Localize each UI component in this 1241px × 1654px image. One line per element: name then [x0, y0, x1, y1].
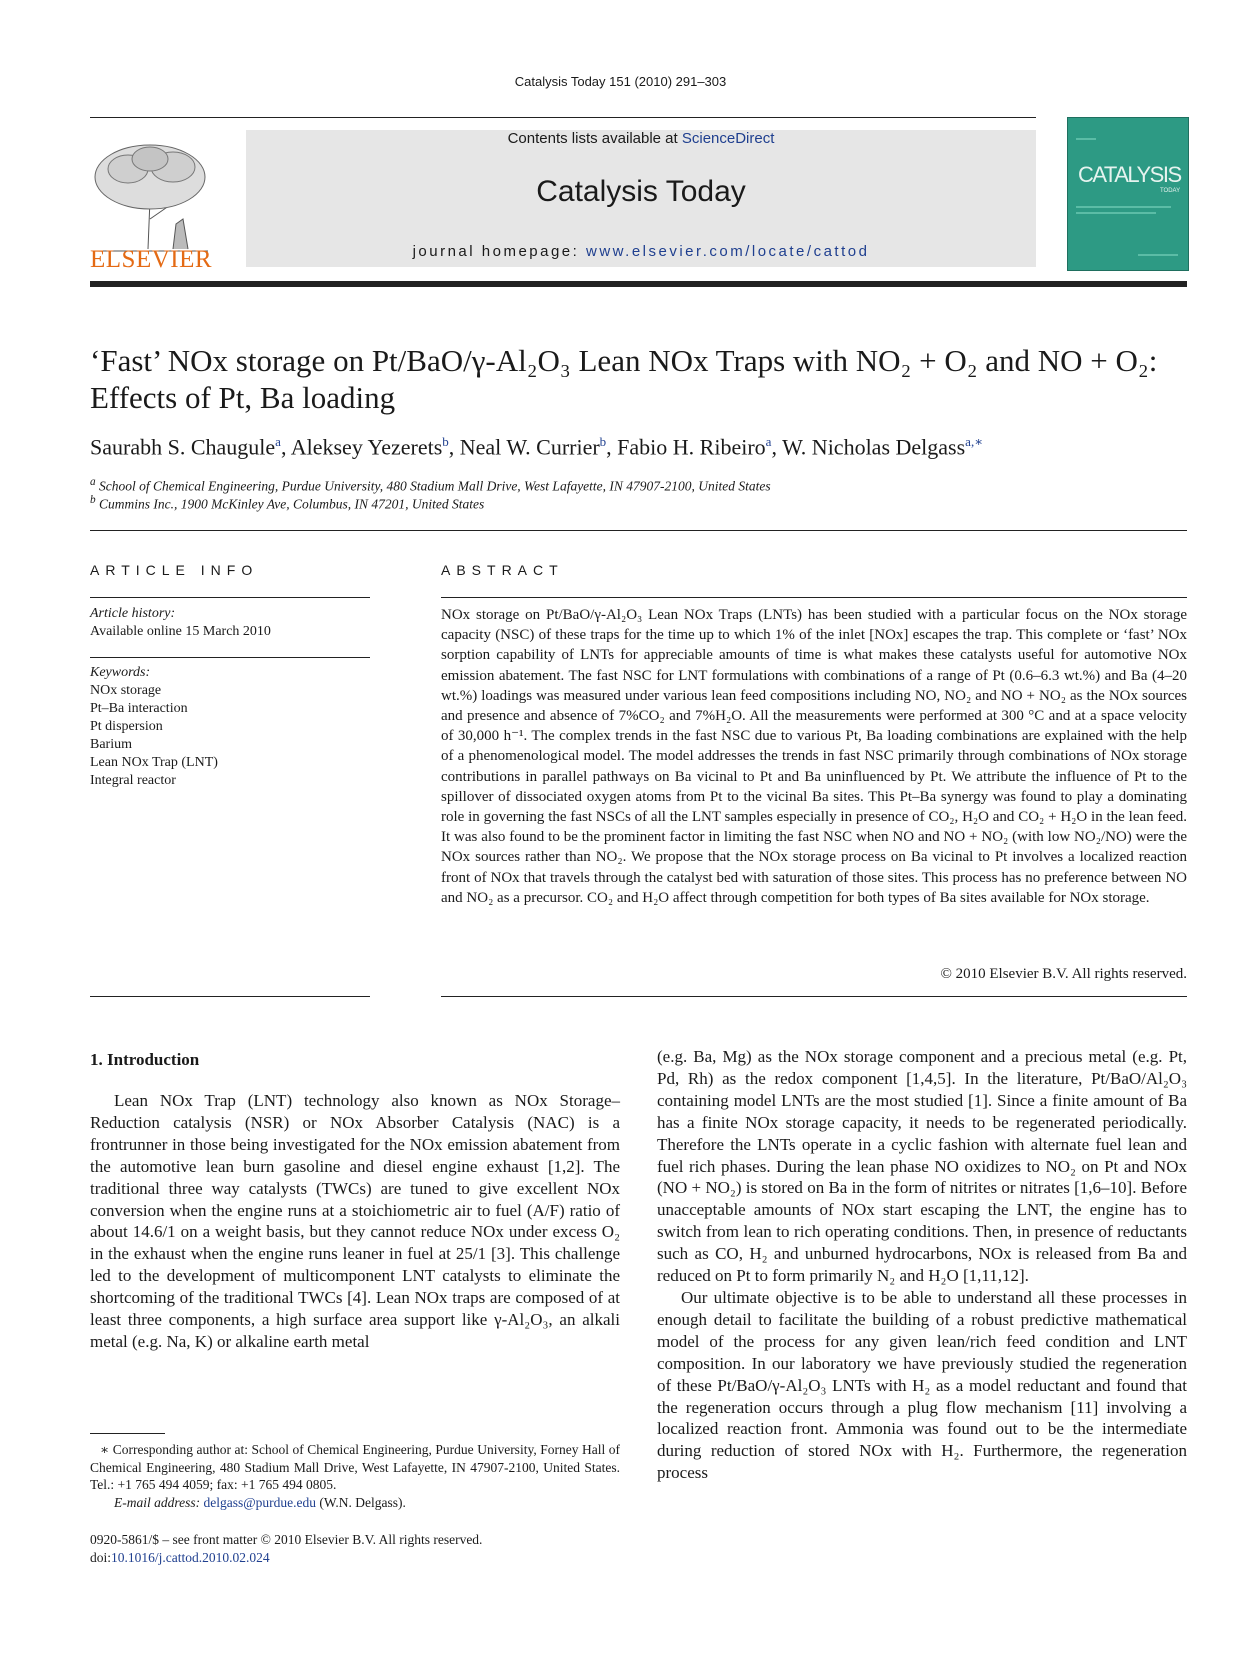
author-affiliation-mark[interactable]: b: [442, 434, 449, 449]
info-rule: [90, 597, 370, 598]
footnote-text: ∗ Corresponding author at: School of Chemical Engineering, Purdue University, Forney Hall of Chemical Engineering, 480 Stadium Mall Drive, West Lafayette, IN 47907-2100, United States. Tel.: +1 765 494 4059; fax: +1 765 494 0805.: [90, 1442, 620, 1492]
email-link[interactable]: delgass@purdue.edu: [203, 1494, 317, 1510]
sciencedirect-link[interactable]: ScienceDirect: [681, 130, 775, 147]
author[interactable]: Saurabh S. Chaugule: [90, 434, 276, 460]
article-info-heading: ARTICLE INFO: [90, 562, 259, 578]
paragraph: (e.g. Ba, Mg) as the NOx storage component and a precious metal (e.g. Pt, Pd, Rh) as the redox component [1,4,5]. In the literature, Pt/BaO/Al₂O₃ containing model LNTs are the most studied [1]. Since a finite amount of Ba has a finite NOx storage capacity, it needs to be regenerated periodically. Therefore the LNTs operate in a cyclic fashion with alternate fuel lean and fuel rich phases. During the lean phase NO oxidizes to NO₂ on Pt and NOx (NO + NO₂) is stored on Ba in the form of nitrites or nitrates [1,6–10]. Before unacceptable amounts of NOx start escaping the LNT, the engine has to switch from lean to rich operating conditions. Then, in presence of reductants such as CO, H₂ and unburned hydrocarbons, NOx is released from Ba and reduced on Pt to form primarily N₂ and H₂O [1,11,12].: [657, 1047, 1187, 1286]
author-affiliation-mark[interactable]: a: [765, 434, 772, 449]
author[interactable]: W. Nicholas Delgass: [782, 434, 966, 460]
cover-decor: [1076, 138, 1096, 140]
doi-line: [90, 1549, 482, 1567]
info-rule: [90, 657, 370, 658]
author-affiliation-mark[interactable]: a,∗: [965, 434, 984, 449]
paragraph: Lean NOx Trap (LNT) technology also known as NOx Storage–Reduction catalysis (NSR) or NOx Absorber Catalysis (NAC) is a frontrunner in those being investigated for the NOx emission abatement from the automotive lean burn gasoline and diesel engine exhaust [1,2]. The traditional three way catalysts (TWCs) are tuned to give excellent NOx conversion when the engine runs at a stoichiometric air to fuel (A/F) ratio of about 14.6/1 on a weight basis, but they cannot reduce NOx under excess O₂ in the exhaust when the engine runs leaner in fuel at 25/1 [3]. This challenge led to the development of multicomponent LNT catalysts to eliminate the shortcoming of the traditional TWCs [4]. Lean NOx traps are composed of at least three components, a high surface area support like γ-Al₂O₃, an alkali metal (e.g. Na, K) or alkaline earth metal: [90, 1091, 620, 1351]
footnote-rule: [90, 1433, 165, 1434]
abstract-text: NOx storage on Pt/BaO/γ-Al₂O₃ Lean NOx Traps (LNTs) has been studied with a particular focus on the NOx storage capacity (NSC) of these traps for the time up to which 1% of the inlet [NOx] escapes the trap. This complete or ‘fast’ NOx sorption capability of LNTs for appreciable amounts of time is what makes these catalysts useful for automotive NOx emission abatement. The fast NSC for LNT formulations with combinations of a range of Pt (0.6–6.3 wt.%) and Ba (4–20 wt.%) loadings was measured under various lean feed compositions including NO, NO₂ and NO + NO₂ as the NOx sources and presence and absence of 7%CO₂ and 7%H₂O. All the measurements were performed at 300 °C and at a space velocity of 30,000 h⁻¹. The complex trends in the fast NSC due to various Pt, Ba loading combinations are explained with the help of a phenomenological model. The model addresses the trends in fast NSC primarily through combinations of NOx storage contributions in parallel pathways on Ba vicinal to Pt and Ba uninfluenced by Pt. We attribute the influence of Pt to the spillover of dissociated oxygen atoms from Pt to the vicinal Ba sites. This Pt–Ba synergy was found to play a dominating role in governing the fast NSCs of all the LNT samples especially in presence of CO₂, H₂O and CO₂ + H₂O in the lean feed. It was also found to be the prominent factor in limiting the fast NSC when NO and NO + NO₂ (with low NO₂/NO) were the NOx sources rather than NO₂. We propose that the NOx storage process on Ba vicinal to Pt involves a localized reaction front of NOx that travels through the catalyst bed with saturation of those sites. This process has no preference between NO and NO₂ as a precursor. CO₂ and H₂O affect through competition for both types of Ba sites available for NOx storage.: [441, 607, 1187, 906]
email-label: E-mail address:: [114, 1494, 204, 1510]
title-line-1: ‘Fast’ NOx storage on Pt/BaO/γ-Al₂O₃ Lean NOx Traps with NO₂ + O₂ and NO + O₂:: [90, 343, 1158, 378]
journal-masthead: [246, 130, 1036, 267]
keyword: NOx storage: [90, 683, 162, 698]
header-thick-rule: [90, 281, 1187, 287]
author[interactable]: Aleksey Yezerets: [290, 434, 443, 460]
abstract-bottom-rule: [441, 996, 1187, 997]
header-rule: [90, 117, 1036, 118]
keyword: Pt dispersion: [90, 719, 163, 734]
footnote-email: [90, 1494, 620, 1512]
doi-link[interactable]: 10.1016/j.cattod.2010.02.024: [111, 1549, 270, 1565]
cover-decor: [1138, 254, 1178, 256]
doi-label: doi:: [90, 1549, 112, 1565]
journal-citation: Catalysis Today 151 (2010) 291–303: [514, 74, 727, 89]
affiliation-text: Cummins Inc., 1900 McKinley Ave, Columbus, IN 47201, United States: [99, 496, 485, 512]
author-list: Saurabh S. Chaugule$^a$, Aleksey Yezerets$^b$, Neal W. Currier$^b$, Fabio H. Ribeiro$^a$, W. Nicholas Delgass$^{a,∗}$: [90, 434, 984, 460]
affiliation-key: a: [90, 476, 96, 488]
intro-right-column: [657, 1046, 1187, 1484]
author-affiliation-mark[interactable]: b: [599, 434, 607, 449]
contents-prefix: Contents lists available at: [507, 130, 682, 147]
author-affiliation-mark[interactable]: a: [275, 434, 281, 449]
corresponding-author-footnote: [90, 1441, 620, 1511]
info-bottom-rule: [90, 996, 370, 997]
keywords-label: Keywords:: [90, 665, 151, 680]
title-line-2: Effects of Pt, Ba loading: [90, 380, 396, 415]
section-heading-introduction: 1. Introduction: [90, 1050, 200, 1069]
cover-title: CATALYSIS: [1078, 162, 1181, 187]
affiliation-text: School of Chemical Engineering, Purdue University, 480 Stadium Mall Drive, West Lafayette, IN 47907-2100, United States: [99, 478, 771, 494]
intro-left-column: [90, 1090, 620, 1353]
keyword: Barium: [90, 737, 132, 752]
cover-subtitle: TODAY: [1160, 188, 1181, 194]
cover-decor: [1076, 206, 1171, 208]
abstract-heading: ABSTRACT: [441, 562, 564, 578]
elsevier-wordmark: ELSEVIER: [90, 246, 213, 273]
email-suffix: (W.N. Delgass).: [316, 1494, 406, 1510]
homepage-prefix: journal homepage:: [412, 243, 586, 260]
affiliation-rule: [90, 530, 1187, 531]
affiliation-a: [90, 476, 771, 495]
keywords: [90, 664, 370, 790]
front-matter-info: [90, 1531, 482, 1566]
author[interactable]: Fabio H. Ribeiro: [617, 434, 766, 460]
keyword: Integral reactor: [90, 773, 176, 788]
contents-line: [246, 130, 1036, 147]
abstract-rule: [441, 597, 1187, 598]
homepage-link[interactable]: www.elsevier.com/locate/cattod: [586, 243, 870, 260]
affiliation-key: b: [90, 494, 96, 506]
journal-homepage: [246, 243, 1036, 260]
keyword: Pt–Ba interaction: [90, 701, 188, 716]
paragraph: Our ultimate objective is to be able to understand all these processes in enough detail to facilitate the building of a robust predictive mathematical model of the process for any given lean/rich feed condition and LNT composition. In our laboratory we have previously studied the regeneration of these Pt/BaO/γ-Al₂O₃ LNTs with H₂ as a model reductant and found that the regeneration occurs through a plug flow mechanism [11] involving a localized reaction front. Ammonia was found out to be the intermediate during reduction of stored NOx with H₂. Furthermore, the regeneration process: [657, 1287, 1187, 1483]
history-value: Available online 15 March 2010: [90, 624, 271, 639]
issn-line: 0920-5861/$ – see front matter © 2010 Elsevier B.V. All rights reserved.: [90, 1532, 483, 1547]
article-title: [90, 342, 1200, 416]
abstract-copyright: © 2010 Elsevier B.V. All rights reserved.: [940, 966, 1187, 982]
affiliation-b: [90, 494, 484, 513]
history-label: Article history:: [90, 606, 176, 621]
cover-decor: [1076, 212, 1156, 214]
keyword: Lean NOx Trap (LNT): [90, 755, 218, 770]
journal-cover-thumbnail: [1067, 117, 1189, 271]
article-history: [90, 605, 370, 641]
author[interactable]: Neal W. Currier: [459, 434, 600, 460]
journal-name: Catalysis Today: [536, 175, 746, 208]
